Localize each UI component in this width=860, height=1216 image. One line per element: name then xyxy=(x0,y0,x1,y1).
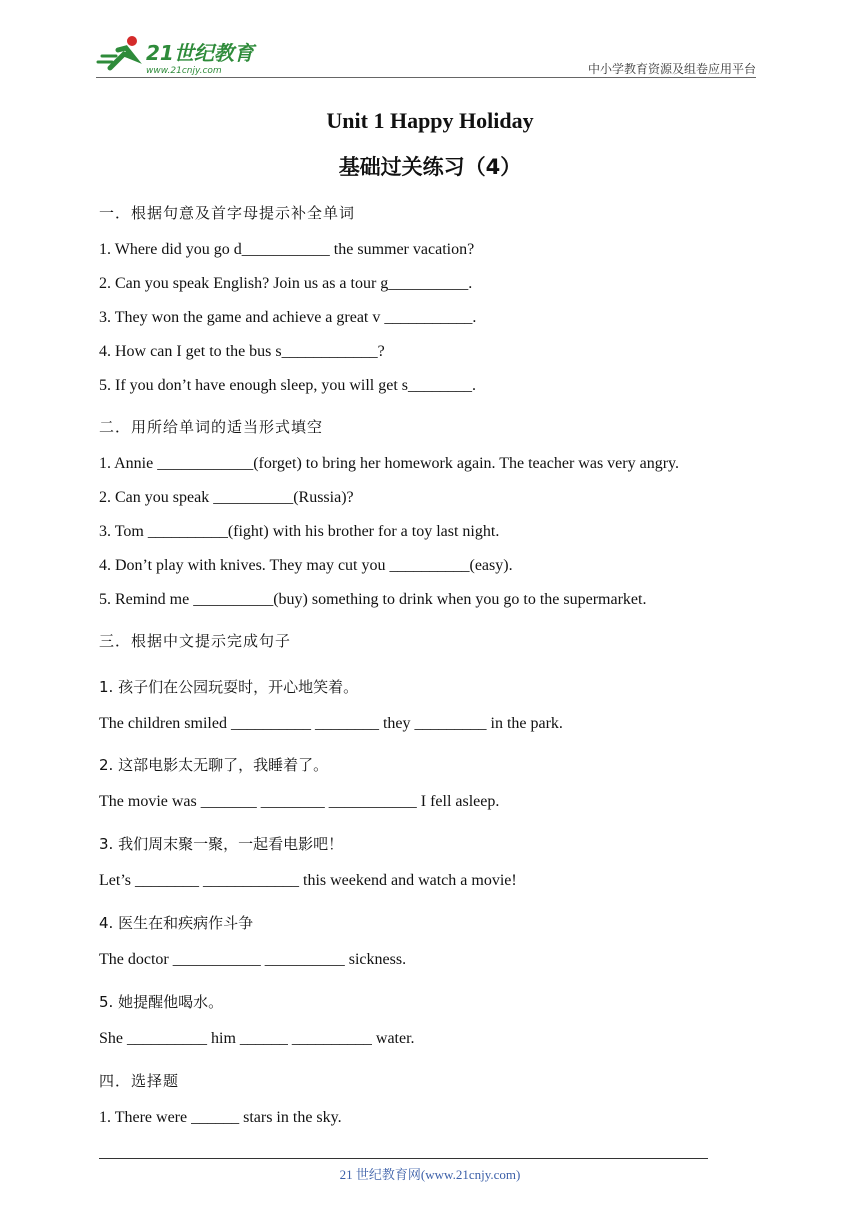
section-4-heading: 四．选择题 xyxy=(99,1072,180,1090)
question-line: Let’s ________ ____________ this weekend and watch a movie! xyxy=(99,872,517,889)
chinese-prompt: 4. 医生在和疾病作斗争 xyxy=(99,914,254,932)
question-line: 3. Tom __________(fight) with his brother for a toy last night. xyxy=(99,523,500,540)
logo-text: 21世纪教育 xyxy=(146,41,254,65)
question-line: 4. Don’t play with knives. They may cut you __________(easy). xyxy=(99,557,513,574)
chinese-prompt: 1. 孩子们在公园玩耍时，开心地笑着。 xyxy=(99,678,359,696)
question-line: 2. Can you speak __________(Russia)? xyxy=(99,489,354,506)
question-line: 5. If you don’t have enough sleep, you will get s________. xyxy=(99,377,476,394)
logo xyxy=(96,34,266,76)
chinese-prompt: 5. 她提醒他喝水。 xyxy=(99,993,224,1011)
section-3-heading: 三．根据中文提示完成句子 xyxy=(99,632,292,650)
question-line: The children smiled __________ ________ they _________ in the park. xyxy=(99,715,563,732)
chinese-prompt: 3. 我们周末聚一聚，一起看电影吧！ xyxy=(99,835,344,853)
question-line: She __________ him ______ __________ water. xyxy=(99,1030,415,1047)
question-line: 1. There were ______ stars in the sky. xyxy=(99,1109,342,1126)
question-line: 2. Can you speak English? Join us as a tour g__________. xyxy=(99,275,473,292)
footer-divider xyxy=(99,1158,708,1159)
header-platform-name: 中小学教育资源及组卷应用平台 xyxy=(587,62,756,76)
header-divider xyxy=(96,77,756,78)
question-line: 4. How can I get to the bus s____________? xyxy=(99,343,385,360)
chinese-prompt: 2. 这部电影太无聊了，我睡着了。 xyxy=(99,756,329,774)
question-line: The doctor ___________ __________ sickness. xyxy=(99,951,407,968)
page-subtitle: 基础过关练习（4） xyxy=(338,155,522,179)
footer-text: 21 世纪教育网(www.21cnjy.com) xyxy=(339,1167,521,1182)
page-title: Unit 1 Happy Holiday xyxy=(326,108,534,133)
logo-url: www.21cnjy.com xyxy=(146,66,222,76)
page-header xyxy=(96,32,756,80)
section-1-heading: 一．根据句意及首字母提示补全单词 xyxy=(99,204,356,222)
question-line: The movie was _______ ________ ___________ I fell asleep. xyxy=(99,793,500,810)
question-line: 3. They won the game and achieve a great v ___________. xyxy=(99,309,477,326)
question-line: 1. Where did you go d___________ the summer vacation? xyxy=(99,241,475,258)
question-line: 1. Annie ____________(forget) to bring her homework again. The teacher was very angry. xyxy=(99,455,679,472)
question-line: 5. Remind me __________(buy) something to drink when you go to the supermarket. xyxy=(99,591,647,608)
section-2-heading: 二．用所给单词的适当形式填空 xyxy=(99,418,324,436)
